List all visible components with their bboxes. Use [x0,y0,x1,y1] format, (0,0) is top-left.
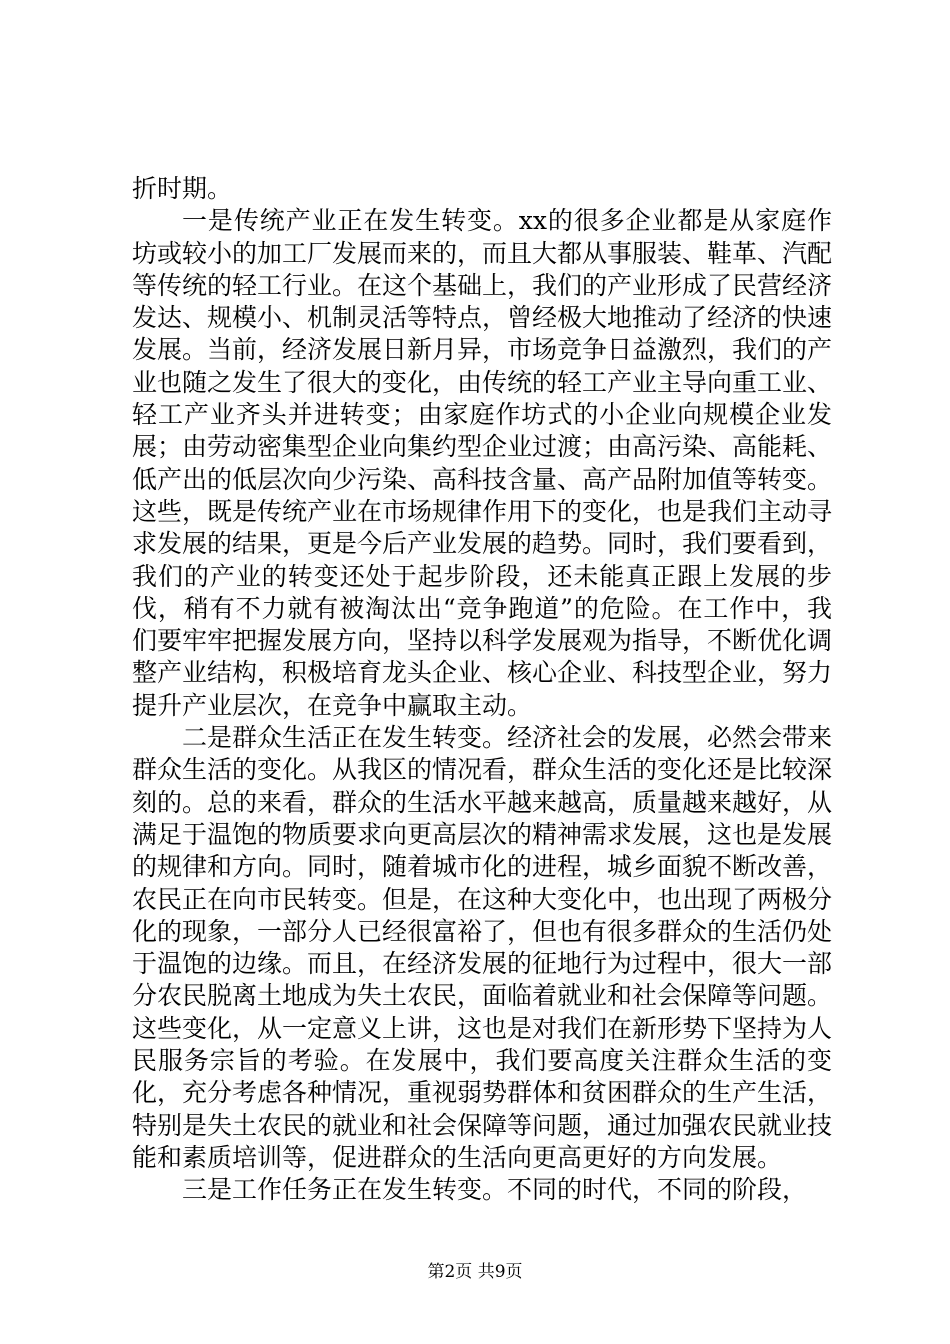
paragraph-work-tasks: 三是工作任务正在发生转变。不同的时代，不同的阶段， [182,1175,808,1205]
paragraph-traditional-industry: 一是传统产业正在发生转变。xx的很多企业都是从家庭作坊或较小的加工厂发展而来的，而且大都从事服装、鞋革、汽配等传统的轻工行业。在这个基础上，我们的产业形成了民营经济发达、规模小、机制灵活等特点，曾经极大地推动了经济的快速发展。当前，经济发展日新月异，市场竞争日益激烈，我们的产业也随之发生了很大的变化，由传统的轻工产业主导向重工业、轻工产业齐头并进转变；由家庭作坊式的小企业向规模企业发展；由劳动密集型企业向集约型企业过渡；由高污染、高能耗、低产出的低层次向少污染、高科技含量、高产品附加值等转变。这些，既是传统产业在市场规律作用下的变化，也是我们主动寻求发展的结果，更是今后产业发展的趋势。同时，我们要看到，我们的产业的转变还处于起步阶段，还未能真正跟上发展的步伐，稍有不力就有被淘汰出“竞争跑道”的危险。在工作中，我们要牢牢把握发展方向，坚持以科学发展观为指导，不断优化调整产业结构，积极培育龙头企业、核心企业、科技型企业，努力提升产业层次，在竞争中赢取主动。 [132,206,833,720]
paragraph-continuation: 折时期。 [132,174,233,203]
document-body [132,173,832,1207]
paragraph-public-life: 二是群众生活正在发生转变。经济社会的发展，必然会带来群众生活的变化。从我区的情况看，群众生活的变化还是比较深刻的。总的来看，群众的生活水平越来越高，质量越来越好，从满足于温饱的物质要求向更高层次的精神需求发展，这也是发展的规律和方向。同时，随着城市化的进程，城乡面貌不断改善，农民正在向市民转变。但是，在这种大变化中，也出现了两极分化的现象，一部分人已经很富裕了，但也有很多群众的生活仍处于温饱的边缘。而且，在经济发展的征地行为过程中，很大一部分农民脱离土地成为失土农民，面临着就业和社会保障等问题。这些变化，从一定意义上讲，这也是对我们在新形势下坚持为人民服务宗旨的考验。在发展中，我们要高度关注群众生活的变化，充分考虑各种情况，重视弱势群体和贫困群众的生产生活，特别是失土农民的就业和社会保障等问题，通过加强农民就业技能和素质培训等，促进群众的生活向更高更好的方向发展。 [132,723,833,1172]
page-number-footer: 第2页 共9页 [427,1262,523,1282]
